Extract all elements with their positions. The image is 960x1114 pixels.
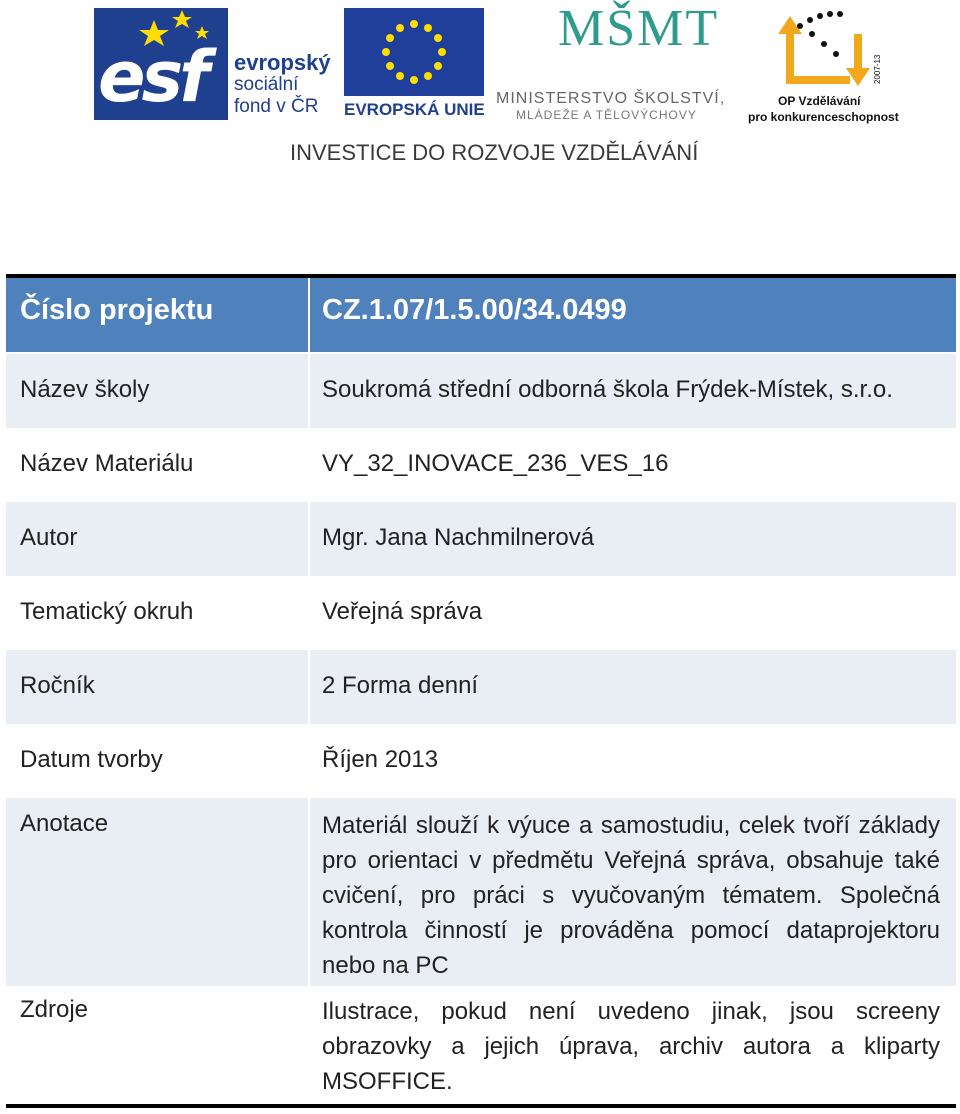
table-row: [6, 576, 956, 650]
esf-logo-block: [94, 8, 228, 120]
column-divider: [308, 502, 310, 576]
row-value: Ilustrace, pokud není uvedeno jinak, jsou screeny obrazovky a jejich úprava, archiv autora a kliparty MSOFFICE.: [322, 998, 940, 1095]
row-label: Anotace: [20, 810, 109, 837]
column-divider: [308, 650, 310, 724]
esf-mark: esf: [98, 36, 206, 118]
msmt-line1: MINISTERSTVO ŠKOLSTVÍ,: [496, 90, 726, 107]
op-line1: OP Vzdělávání: [778, 94, 861, 108]
row-label: Ročník: [20, 672, 95, 699]
column-divider: [308, 576, 310, 650]
esf-line1: evropský: [234, 50, 331, 75]
row-value: Materiál slouží k výuce a samostudiu, celek tvoří základy pro orientaci v předmětu Veřejná správa, obsahuje také cvičení, pro práci s vyučovaným tématem. Společná kontrola činností je prováděna pomocí dataprojektoru nebo na PC: [322, 812, 940, 979]
esf-text: [234, 52, 331, 118]
row-label: Název Materiálu: [20, 450, 194, 477]
row-label: Autor: [20, 524, 78, 551]
table-row: [6, 724, 956, 798]
row-label: Název školy: [20, 376, 150, 403]
eu-flag: [344, 8, 484, 96]
table-header-row: [6, 274, 956, 354]
row-value: Mgr. Jana Nachmilnerová: [322, 524, 595, 551]
eu-stars-icon: [344, 8, 484, 96]
eu-label: EVROPSKÁ UNIE: [344, 100, 485, 119]
esf-line3: fond v ČR: [234, 96, 319, 117]
table-row: [6, 798, 956, 986]
column-divider: [308, 428, 310, 502]
column-divider: [308, 278, 310, 352]
eu-logo: [344, 8, 484, 120]
op-line2: pro konkurenceschopnost: [748, 110, 899, 124]
logo-header: [0, 0, 960, 170]
msmt-logo: [496, 0, 744, 122]
row-value: Soukromá střední odborná škola Frýdek-Místek, s.r.o.: [322, 376, 893, 403]
row-value: 2 Forma denní: [322, 672, 479, 699]
esf-line2: sociální: [234, 74, 299, 95]
header-value: CZ.1.07/1.5.00/34.0499: [322, 294, 627, 326]
table-row: [6, 354, 956, 428]
column-divider: [308, 798, 310, 986]
row-label: Tematický okruh: [20, 598, 194, 625]
row-value: Veřejná správa: [322, 598, 483, 625]
project-info-table: [6, 274, 956, 1108]
msmt-mark: MŠMT: [558, 0, 720, 57]
invest-banner: INVESTICE DO ROZVOJE VZDĚLÁVÁNÍ: [290, 140, 699, 165]
row-label: Zdroje: [20, 996, 89, 1023]
op-logo: [748, 4, 908, 122]
esf-logo: [94, 8, 336, 120]
row-value: VY_32_INOVACE_236_VES_16: [322, 450, 669, 477]
header-label: Číslo projektu: [20, 294, 214, 326]
op-recycle-icon: [748, 4, 908, 94]
row-label: Datum tvorby: [20, 746, 163, 773]
column-divider: [308, 354, 310, 428]
table-row: [6, 428, 956, 502]
row-value: Říjen 2013: [322, 746, 439, 773]
table-row: [6, 650, 956, 724]
table-row: [6, 502, 956, 576]
msmt-line2: MLÁDEŽE A TĚLOVÝCHOVY: [516, 108, 697, 122]
table-row: [6, 986, 956, 1108]
op-years: 2007-13: [873, 54, 882, 84]
